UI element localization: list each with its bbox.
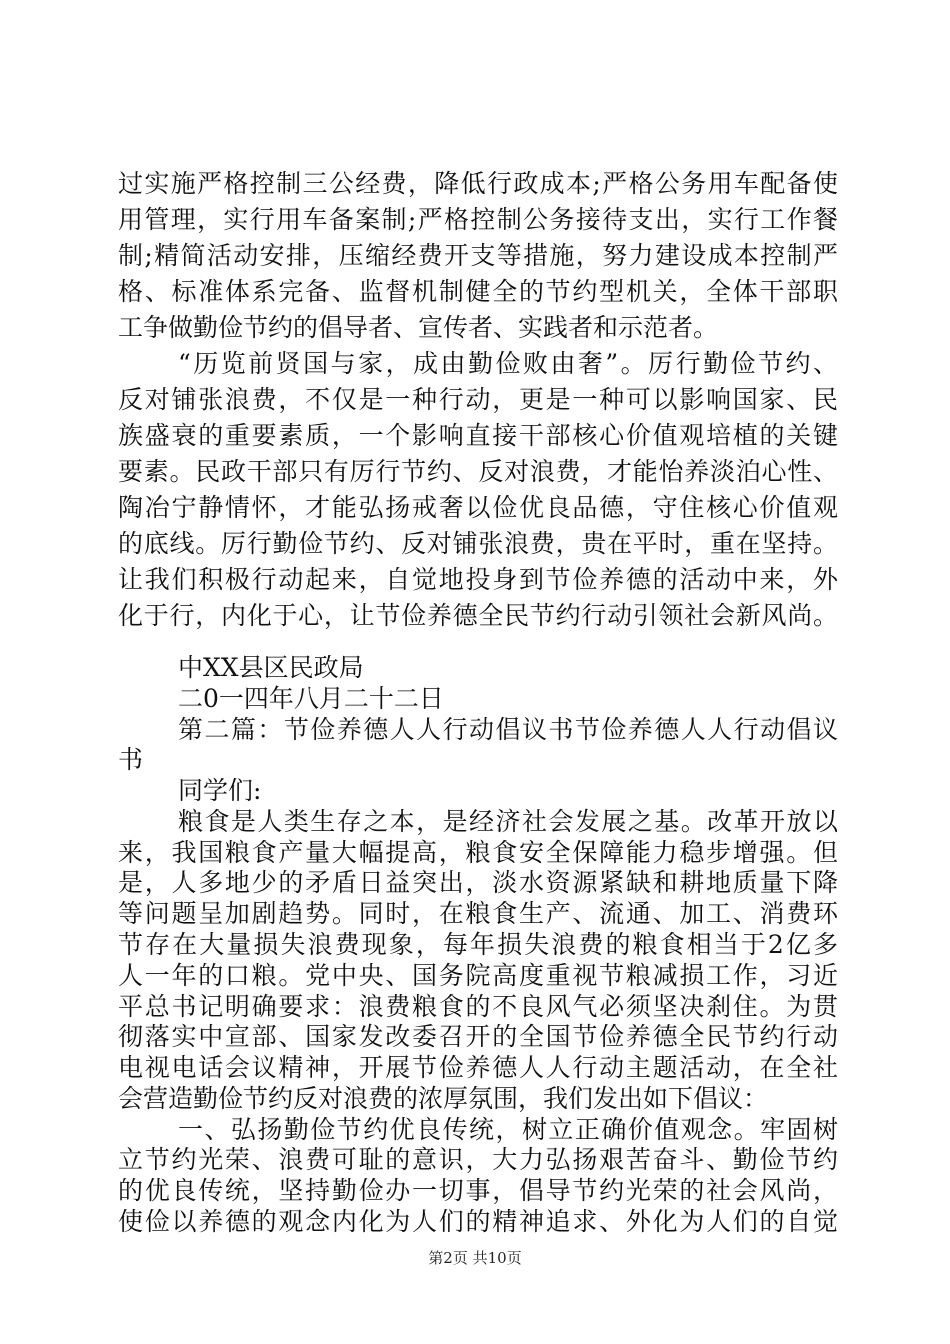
body-text-line: 等问题呈加剧趋势。同时，在粮食生产、流通、加工、消费环 xyxy=(118,899,838,929)
body-text-line: 制;精简活动安排，压缩经费开支等措施，努力建设成本控制严 xyxy=(118,241,838,270)
body-text-line: 来，我国粮食产量大幅提高，粮食安全保障能力稳步增强。但 xyxy=(118,837,838,867)
body-text-line: 的底线。厉行勤俭节约、反对铺张浪费，贵在平时，重在坚持。 xyxy=(118,529,838,558)
body-text-line: 是，人多地少的矛盾日益突出，淡水资源紧缺和耕地质量下降 xyxy=(118,868,838,898)
body-text-line: 让我们积极行动起来，自觉地投身到节俭养德的活动中来，外 xyxy=(118,565,838,594)
body-text-line: 反对铺张浪费，不仅是一种行动，更是一种可以影响国家、民 xyxy=(118,385,838,414)
salutation: 同学们: xyxy=(178,776,262,806)
signature-organization: 中XX县区民政局 xyxy=(178,653,364,682)
body-text-line: 过实施严格控制三公经费，降低行政成本;严格公务用车配备使 xyxy=(118,169,838,198)
body-text-line: 会营造勤俭节约反对浪费的浓厚氛围，我们发出如下倡议： xyxy=(118,1083,769,1113)
body-text-line: 用管理，实行用车备案制;严格控制公务接待支出，实行工作餐 xyxy=(118,205,838,234)
body-text-line: 陶冶宁静情怀，才能弘扬戒奢以俭优良品德，守住核心价值观 xyxy=(118,493,838,522)
page-footer: 第2页 共10页 xyxy=(428,1249,522,1267)
body-text-line: 工争做勤俭节约的倡导者、宣传者、实践者和示范者。 xyxy=(118,313,719,342)
body-text-line: 人一年的口粮。党中央、国务院高度重视节粮减损工作，习近 xyxy=(118,960,838,990)
body-text-line: 格、标准体系完备、监督机制健全的节约型机关，全体干部职 xyxy=(118,277,838,306)
paragraph-first-line: “历览前贤国与家，成由勤俭败由奢”。厉行勤俭节约、 xyxy=(178,349,838,378)
paragraph-first-line: 一、弘扬勤俭节约优良传统，树立正确价值观念。牢固树 xyxy=(178,1114,838,1144)
body-text-line: 化于行，内化于心，让节俭养德全民节约行动引领社会新风尚。 xyxy=(118,601,838,630)
body-text-line: 族盛衰的重要素质，一个影响直接干部核心价值观培植的关键 xyxy=(118,421,838,450)
body-text-line: 要素。民政干部只有厉行节约、反对浪费，才能怡养淡泊心性、 xyxy=(118,457,838,486)
paragraph-first-line: 粮食是人类生存之本，是经济社会发展之基。改革开放以 xyxy=(178,806,838,836)
section-heading: 第二篇：节俭养德人人行动倡议书节俭养德人人行动倡议 xyxy=(178,714,838,744)
signature-date: 二0一四年八月二十二日 xyxy=(178,683,444,713)
body-text-line: 节存在大量损失浪费现象，每年损失浪费的粮食相当于2亿多 xyxy=(118,930,838,959)
body-text-line: 的优良传统，坚持勤俭办一切事，倡导节约光荣的社会风尚， xyxy=(118,1176,838,1206)
body-text-line: 使俭以养德的观念内化为人们的精神追求、外化为人们的自觉 xyxy=(118,1207,838,1236)
section-heading-continued: 书 xyxy=(118,745,144,775)
body-text-line: 彻落实中宣部、国家发改委召开的全国节俭养德全民节约行动 xyxy=(118,1022,838,1052)
body-text-line: 平总书记明确要求：浪费粮食的不良风气必须坚决刹住。为贯 xyxy=(118,991,838,1021)
body-text-line: 立节约光荣、浪费可耻的意识，大力弘扬艰苦奋斗、勤俭节约 xyxy=(118,1145,838,1175)
body-text-line: 电视电话会议精神，开展节俭养德人人行动主题活动，在全社 xyxy=(118,1053,838,1083)
